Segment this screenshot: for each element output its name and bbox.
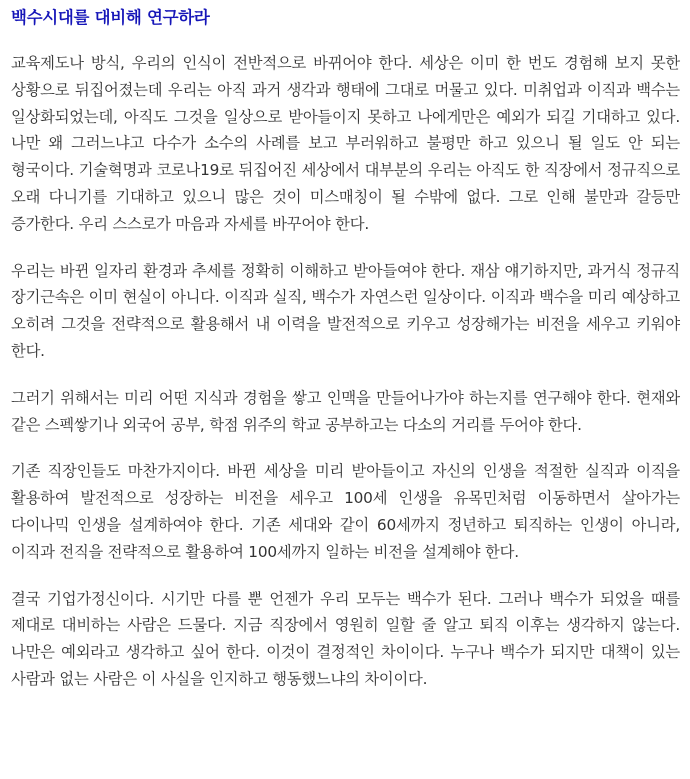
article-paragraph-4: 기존 직장인들도 마찬가지이다. 바뀐 세상을 미리 받아들이고 자신의 인생을 적절한 실직과 이직을 활용하여 발전적으로 성장하는 비전을 세우고 100세 인생을 유목민처럼 이동하면서 살아가는 다이나믹 인생을 설계하여야 한다. 기존 세대와 같이 60세까지 정년하고 퇴직하는 인생이 아니라, 이직과 전직을 전략적으로 활용하여 100세까지 일하는 비전을 설계해야 한다.	[11, 462, 680, 561]
article-paragraph-3: 그러기 위해서는 미리 어떤 지식과 경험을 쌓고 인맥을 만들어나가야 하는지를 연구해야 한다. 현재와 같은 스펙쌓기나 외국어 공부, 학점 위주의 학교 공부하고는 다소의 거리를 두어야 한다.	[11, 388, 680, 434]
article-paragraph-5: 결국 기업가정신이다. 시기만 다를 뿐 언젠가 우리 모두는 백수가 된다. 그러나 백수가 되었을 때를 제대로 대비하는 사람은 드물다. 지금 직장에서 영원히 일할 줄 알고 퇴직 이후는 생각하지 않는다. 나만은 예외라고 생각하고 싶어 한다. 이것이 결정적인 차이이다. 누구나 백수가 되지만 대책이 있는 사람과 없는 사람은 이 사실을 인지하고 행동했느냐의 차이이다.	[11, 589, 680, 688]
article-title: 백수시대를 대비해 연구하라	[11, 8, 210, 27]
article-paragraph-2: 우리는 바뀐 일자리 환경과 추세를 정확히 이해하고 받아들여야 한다. 재삼 얘기하지만, 과거식 정규직 장기근속은 이미 현실이 아니다. 이직과 실직, 백수가 자연스런 일상이다. 이직과 백수을 미리 예상하고 오히려 그것을 전략적으로 활용해서 내 이력을 발전적으로 키우고 성장해가는 비전을 세우고 키워야 한다.	[11, 261, 680, 360]
article-paragraph-1: 교육제도나 방식, 우리의 인식이 전반적으로 바뀌어야 한다. 세상은 이미 한 번도 경험해 보지 못한 상황으로 뒤집어졌는데 우리는 아직 과거 생각과 행태에 그대로 머물고 있다. 미취업과 이직과 백수는 일상화되었는데, 아직도 그것을 일상으로 받아들이지 못하고 나에게만은 예외가 되길 기대하고 있다. 나만 왜 그러느냐고 다수가 소수의 사례를 보고 부러워하고 불평만 하고 있으니 될 일도 안 되는 형국이다. 기술혁명과 코로나19로 뒤집어진 세상에서 대부분의 우리는 아직도 한 직장에서 정규직으로 오래 다니기를 기대하고 있으니 많은 것이 미스매칭이 될 수밖에 없다. 그로 인해 불만과 갈등만 증가한다. 우리 스스로가 마음과 자세를 바꾸어야 한다.	[11, 54, 680, 233]
